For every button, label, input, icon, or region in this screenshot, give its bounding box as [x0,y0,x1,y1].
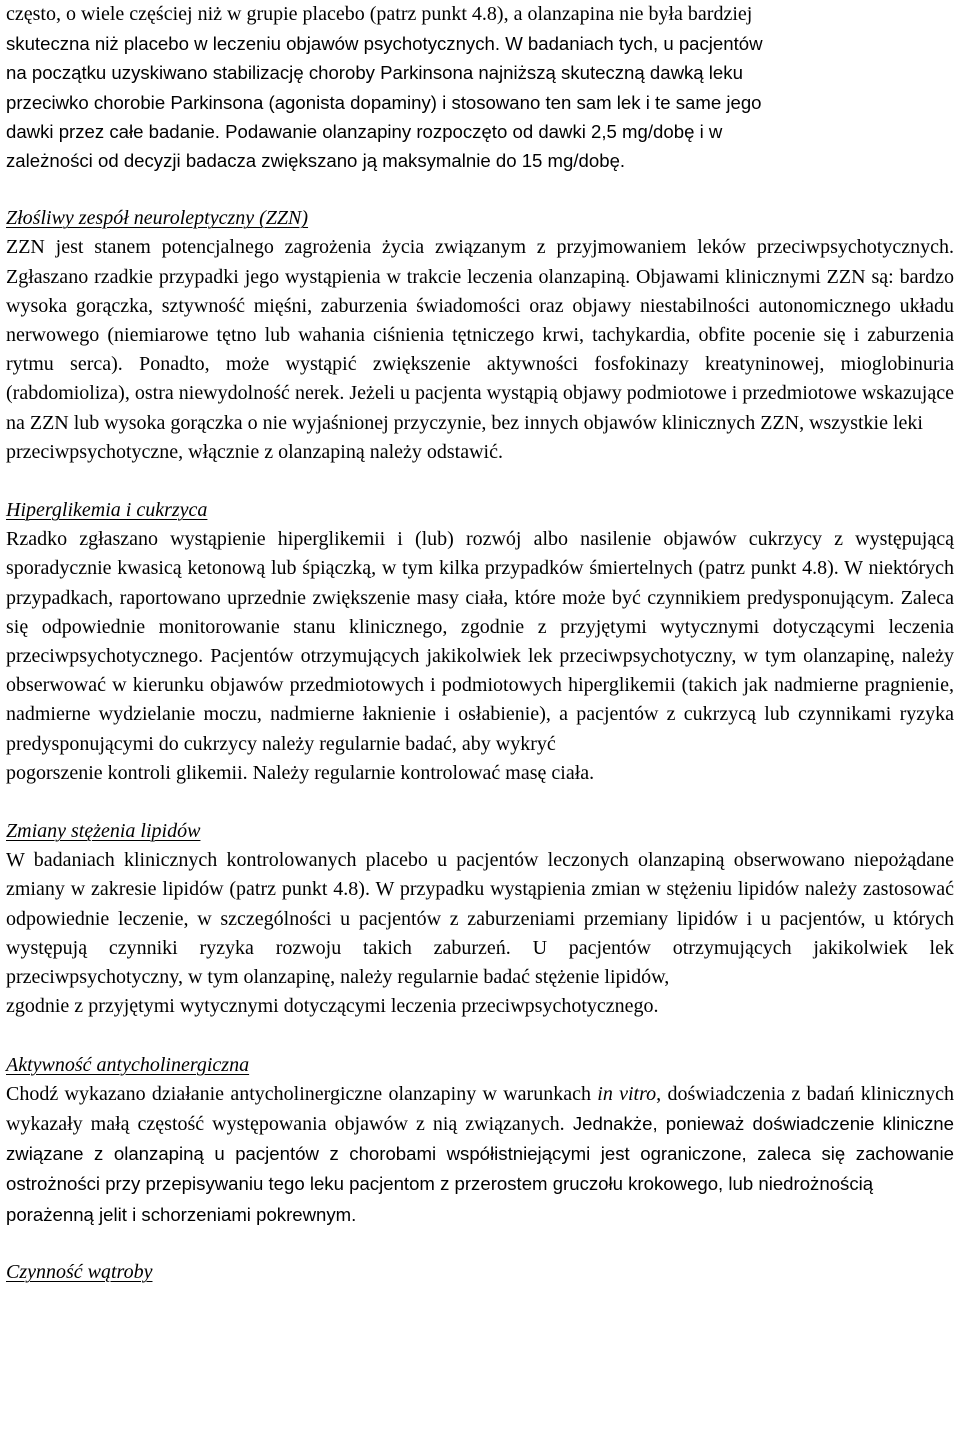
section-nms [6,204,954,467]
section-lipids [6,817,954,1021]
section-body: Rzadko zgłaszano wystąpienie hiperglikemii i (lub) rozwój albo nasilenie objawów cukrzycy z występującą sporadycznie kwasicą ketonową lub śpiączką, w tym kilka przypadków śmiertelnych (patrz punkt 4.8). W niektórych przypadkach, raportowano uprzednie zwiększenie masy ciała, które może być czynnikiem predysponującym. Zaleca się odpowiednie monitorowanie stanu klinicznego, zgodnie z przyjętymi wytycznymi dotyczącymi leczenia przeciwpsychotycznego. Pacjentów otrzymujących jakikolwiek lek przeciwpsychotyczny, w tym olanzapinę, należy obserwować w kierunku objawów przedmiotowych i podmiotowych hiperglikemii (takich jak nadmierne pragnienie, nadmierne wydzielanie moczu, nadmierne łaknienie i osłabienie), a pacjentów z cukrzycą lub czynnikami ryzyka predysponującymi do cukrzycy należy regularnie badać, aby wykryć [6,528,954,755]
body-text: Chodź wykazano działanie antycholinergiczne olanzapiny w warunkach [6,1082,598,1105]
text-line: zależności od decyzji badacza zwiększano ją maksymalnie do 15 mg/dobę. [6,150,626,172]
section-body-last-line: przeciwpsychotyczne, włącznie z olanzapiną należy odstawić. [6,440,503,463]
section-body: W badaniach klinicznych kontrolowanych placebo u pacjentów leczonych olanzapiną obserwowano niepożądane zmiany w zakresie lipidów (patrz punkt 4.8). W przypadku wystąpienia zmian w stężeniu lipidów należy zastosować odpowiednie leczenie, w szczególności u pacjentów z zaburzeniami przemiany lipidów i u pacjentów, u których występują czynniki ryzyka rozwoju takich zaburzeń. U pacjentów otrzymujących jakikolwiek lek przeciwpsychotyczny, w tym olanzapinę, należy regularnie badać stężenie lipidów, [6,849,954,989]
document-page [6,0,954,1287]
section-liver [6,1258,954,1287]
text-line: na początku uzyskiwano stabilizację choroby Parkinsona najniższą skuteczną dawką leku [6,62,743,84]
section-body [6,1080,954,1200]
text-line: skuteczna niż placebo w leczeniu objawów psychotycznych. W badaniach tych, u pacjentów [6,33,763,55]
section-body-last-line: porażenną jelit i schorzeniami pokrewnym. [6,1203,357,1225]
section-body-last-line: pogorszenie kontroli glikemii. Należy regularnie kontrolować masę ciała. [6,761,595,784]
section-heading: Hiperglikemia i cukrzyca [6,499,208,522]
section-heading: Aktywność antycholinergiczna [6,1053,250,1076]
section-heading: Złośliwy zespół neuroleptyczny (ZZN) [6,207,309,230]
section-anticholinergic [6,1051,954,1229]
text-line: często, o wiele częściej niż w grupie placebo (patrz punkt 4.8), a olanzapina nie była bardziej [6,3,753,25]
text-line: dawki przez całe badanie. Podawanie olanzapiny rozpoczęto od dawki 2,5 mg/dobę i w [6,120,723,142]
body-text: , doświadczenia z badań klinicznych wykazały małą częstość występowania objawów z nią związanych. [6,1082,954,1135]
in-vitro-term: in vitro [597,1082,657,1105]
section-heading: Czynność wątroby [6,1260,153,1283]
section-body: ZZN jest stanem potencjalnego zagrożenia życia związanym z przyjmowaniem leków przeciwpsychotycznych. Zgłaszano rzadkie przypadki jego wystąpienia w trakcie leczenia olanzapiną. Objawami klinicznymi ZZN są: bardzo wysoka gorączka, sztywność mięśni, zaburzenia świadomości oraz objawy niestabilności autonomicznego układu nerwowego (niemiarowe tętno lub wahania ciśnienia tętniczego krwi, tachykardia, obfite pocenie się i zaburzenia rytmu serca). Ponadto, może wystąpić zwiększenie aktywności fosfokinazy kreatyninowej, mioglobinuria (rabdomioliza), ostra niewydolność nerek. Jeżeli u pacjenta wystąpią objawy podmiotowe i przedmiotowe wskazujące na ZZN lub wysoka gorączka o nie wyjaśnionej przyczynie, bez innych objawów klinicznych ZZN, wszystkie leki [6,236,954,434]
section-body-last-line: zgodnie z przyjętymi wytycznymi dotyczącymi leczenia przeciwpsychotycznego. [6,995,659,1018]
text-line: przeciwko chorobie Parkinsona (agonista dopaminy) i stosowano ten sam lek i te same jego [6,91,762,113]
intro-paragraph [6,0,954,175]
body-text: Jednakże, ponieważ doświadczenie kliniczne związane z olanzapiną u pacjentów z chorobami współistniejącymi jest ograniczone, zaleca się zachowanie ostrożności przy przepisywaniu tego leku pacjentom z przerostem gruczołu krokowego, lub niedrożnością [6,1112,954,1195]
section-heading: Zmiany stężenia lipidów [6,820,201,843]
section-hyperglycemia [6,496,954,788]
